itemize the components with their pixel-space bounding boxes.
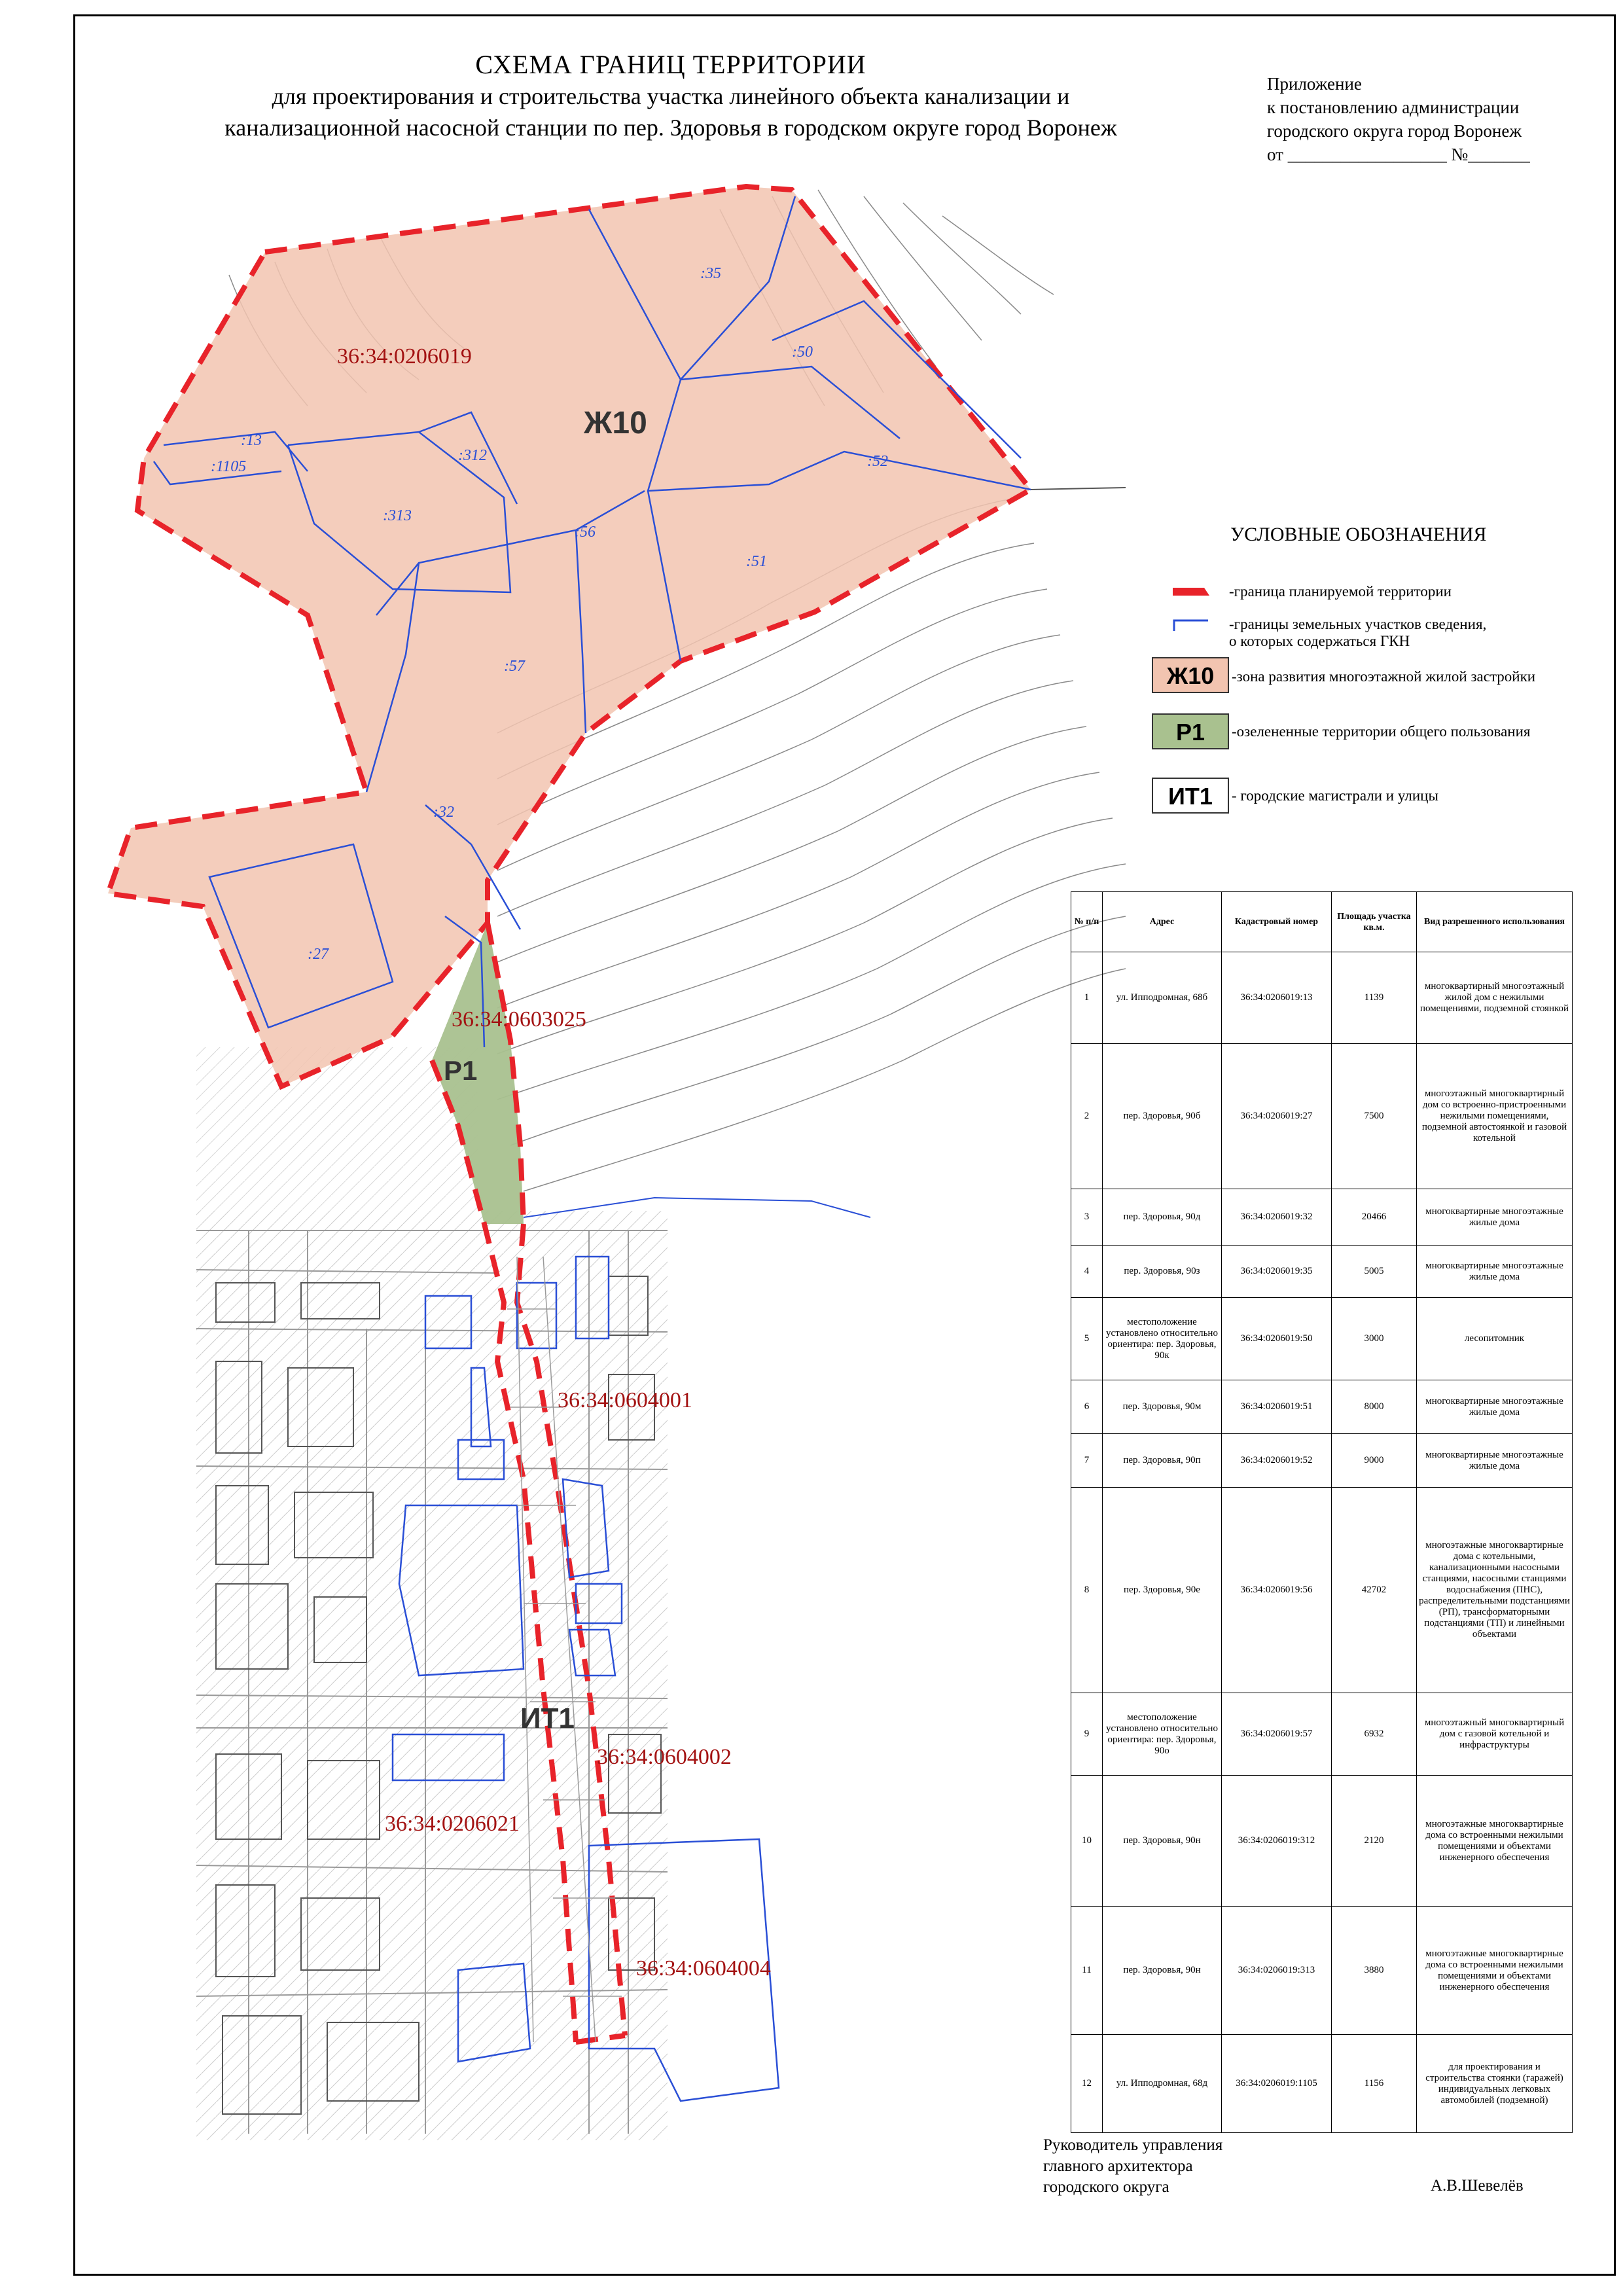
table-header-row — [1071, 892, 1573, 952]
plot-label-56: :56 — [575, 524, 596, 541]
cell-permitted-use: многоэтажные многоквартирные дома со встроенными нежилыми помещениями и объектами инженерного обеспечения — [1417, 1907, 1573, 2035]
cell-area: 8000 — [1332, 1380, 1417, 1434]
cell-number: 5 — [1071, 1298, 1103, 1380]
appendix-line-2: к постановлению администрации — [1267, 98, 1520, 117]
cell-address: пер. Здоровья, 90б — [1103, 1044, 1222, 1189]
legend-label-parcel-line1: -границы земельных участков сведения, — [1229, 616, 1487, 632]
cell-cadastral-number: 36:34:0206019:1105 — [1222, 2035, 1332, 2133]
line-to-edge — [1031, 488, 1126, 490]
cell-permitted-use: для проектирования и строительства стоянки (гаражей) индивидуальных легковых автомобилей (подземной) — [1417, 2035, 1573, 2133]
legend-label-r1: -озелененные территории общего пользования — [1232, 723, 1531, 740]
plot-label-50: :50 — [792, 344, 813, 361]
cell-cadastral-number: 36:34:0206019:56 — [1222, 1488, 1332, 1693]
cell-address: пер. Здоровья, 90н — [1103, 1907, 1222, 2035]
table-row — [1071, 952, 1573, 1044]
legend-swatch-zh10: Ж10 — [1152, 657, 1229, 693]
plot-label-1105: :1105 — [211, 458, 247, 475]
title-line-3: канализационной насосной станции по пер. Здоровья в городском округе город Воронеж — [224, 115, 1117, 141]
table-row — [1071, 1434, 1573, 1488]
cell-address: пер. Здоровья, 90е — [1103, 1488, 1222, 1693]
cell-permitted-use: многоэтажные многоквартирные дома с котельными, канализационными насосными станциями, насосными станциями водоснабжения (ПНС), распределительными подстанциями (РП), трансформаторными подстанциями (ТП) и линейными объектами — [1417, 1488, 1573, 1693]
header-number: № п/п — [1071, 892, 1103, 952]
cell-number: 1 — [1071, 952, 1103, 1044]
header-permitted-use: Вид разрешенного использования — [1417, 892, 1573, 952]
blue-parcel-icon — [1171, 617, 1211, 634]
cell-cadastral-number: 36:34:0206019:57 — [1222, 1693, 1332, 1776]
cell-address: ул. Ипподромная, 68д — [1103, 2035, 1222, 2133]
cell-number: 7 — [1071, 1434, 1103, 1488]
plot-label-13: :13 — [241, 432, 262, 449]
appendix-line-3: городского округа город Воронеж — [1267, 121, 1522, 141]
plot-label-32: :32 — [433, 804, 454, 821]
cad-quarter-0604004: 36:34:0604004 — [636, 1956, 771, 1981]
table-row — [1071, 1488, 1573, 1693]
table-row — [1071, 1246, 1573, 1298]
title-line-2: для проектирования и строительства участка линейного объекта канализации и — [272, 83, 1070, 109]
table-row — [1071, 1044, 1573, 1189]
plot-label-52: :52 — [867, 453, 888, 470]
cell-cadastral-number: 36:34:0206019:35 — [1222, 1246, 1332, 1298]
cell-number: 4 — [1071, 1246, 1103, 1298]
cell-address: пер. Здоровья, 90д — [1103, 1189, 1222, 1246]
legend-item-parcel-boundary — [1152, 615, 1584, 655]
cell-cadastral-number: 36:34:0206019:13 — [1222, 952, 1332, 1044]
cell-number: 6 — [1071, 1380, 1103, 1434]
table-row — [1071, 1693, 1573, 1776]
cell-cadastral-number: 36:34:0206019:312 — [1222, 1776, 1332, 1907]
cell-number: 9 — [1071, 1693, 1103, 1776]
cell-address: пер. Здоровья, 90н — [1103, 1776, 1222, 1907]
cell-number: 11 — [1071, 1907, 1103, 2035]
red-boundary-icon — [1171, 584, 1211, 598]
zone-zh10-area — [108, 187, 1031, 1086]
cell-number: 10 — [1071, 1776, 1103, 1907]
plot-label-51: :51 — [746, 553, 767, 570]
cell-address: пер. Здоровья, 90п — [1103, 1434, 1222, 1488]
legend-swatch-it1: ИТ1 — [1152, 778, 1229, 814]
legend-item-planned-boundary — [1152, 581, 1584, 620]
plot-label-312: :312 — [458, 447, 487, 464]
cell-number: 8 — [1071, 1488, 1103, 1693]
table-row — [1071, 1907, 1573, 2035]
signatory-name: А.В.Шевелёв — [1431, 2177, 1524, 2195]
legend-item-it1 — [1152, 778, 1584, 817]
cell-permitted-use: многоквартирные многоэтажные жилые дома — [1417, 1189, 1573, 1246]
cell-address: пер. Здоровья, 90м — [1103, 1380, 1222, 1434]
cell-cadastral-number: 36:34:0206019:313 — [1222, 1907, 1332, 2035]
plot-label-313: :313 — [383, 507, 412, 524]
urban-base-layer — [196, 1047, 668, 2140]
cell-permitted-use: многоквартирные многоэтажные жилые дома — [1417, 1380, 1573, 1434]
cell-area: 42702 — [1332, 1488, 1417, 1693]
plot-label-27: :27 — [308, 946, 329, 963]
cell-cadastral-number: 36:34:0206019:27 — [1222, 1044, 1332, 1189]
legend-swatch-r1: Р1 — [1152, 713, 1229, 749]
signature-line-1: Руководитель управления — [1043, 2136, 1223, 2154]
signature-line-3: городского округа — [1043, 2178, 1169, 2196]
cell-cadastral-number: 36:34:0206019:50 — [1222, 1298, 1332, 1380]
plot-label-35: :35 — [700, 265, 721, 282]
header-address: Адрес — [1103, 892, 1222, 952]
cell-area: 2120 — [1332, 1776, 1417, 1907]
cell-permitted-use: многоэтажный многоквартирный дом с газовой котельной и инфраструктуры — [1417, 1693, 1573, 1776]
cell-number: 3 — [1071, 1189, 1103, 1246]
cell-address: пер. Здоровья, 90з — [1103, 1246, 1222, 1298]
signature-block — [1043, 2135, 1222, 2198]
cell-permitted-use: многоквартирные многоэтажные жилые дома — [1417, 1434, 1573, 1488]
cell-area: 5005 — [1332, 1246, 1417, 1298]
appendix-line-4: от __________________ №_______ — [1267, 145, 1530, 164]
cell-address: местоположение установлено относительно ориентира: пер. Здоровья, 90о — [1103, 1693, 1222, 1776]
cell-area: 1156 — [1332, 2035, 1417, 2133]
cell-number: 2 — [1071, 1044, 1103, 1189]
zone-label-r1: Р1 — [444, 1055, 478, 1086]
cad-quarter-0603025: 36:34:0603025 — [452, 1007, 586, 1031]
cell-number: 12 — [1071, 2035, 1103, 2133]
header-area: Площадь участка кв.м. — [1332, 892, 1417, 952]
cell-cadastral-number: 36:34:0206019:32 — [1222, 1189, 1332, 1246]
cell-permitted-use: многоэтажный многоквартирный дом со встроенно-пристроенными нежилыми помещениями, подземной автостоянкой и газовой котельной — [1417, 1044, 1573, 1189]
cad-quarter-0206019: 36:34:0206019 — [337, 344, 472, 368]
cell-area: 3880 — [1332, 1907, 1417, 2035]
cell-address: ул. Ипподромная, 68б — [1103, 952, 1222, 1044]
parcel-table — [1071, 891, 1573, 2133]
legend-label-zh10: -зона развития многоэтажной жилой застройки — [1232, 668, 1536, 685]
legend-label-parcel-line2: о которых содержаться ГКН — [1229, 633, 1410, 649]
cell-area: 20466 — [1332, 1189, 1417, 1246]
cell-area: 1139 — [1332, 952, 1417, 1044]
legend-title: УСЛОВНЫЕ ОБОЗНАЧЕНИЯ — [1230, 524, 1487, 545]
cell-cadastral-number: 36:34:0206019:52 — [1222, 1434, 1332, 1488]
cell-address: местоположение установлено относительно ориентира: пер. Здоровья, 90к — [1103, 1298, 1222, 1380]
cell-permitted-use: многоэтажные многоквартирные дома со встроенными нежилыми помещениями и объектами инженерного обеспечения — [1417, 1776, 1573, 1907]
table-row — [1071, 1189, 1573, 1246]
cell-cadastral-number: 36:34:0206019:51 — [1222, 1380, 1332, 1434]
cell-permitted-use: многоквартирный многоэтажный жилой дом с нежилыми помещениями, подземной стоянкой — [1417, 952, 1573, 1044]
cad-quarter-0604002: 36:34:0604002 — [597, 1745, 732, 1769]
cell-area: 6932 — [1332, 1693, 1417, 1776]
header-cadastral-number: Кадастровый номер — [1222, 892, 1332, 952]
table-row — [1071, 2035, 1573, 2133]
plot-label-57: :57 — [504, 658, 525, 675]
legend-label-planned-boundary: -граница планируемой территории — [1229, 583, 1452, 600]
cell-permitted-use: лесопитомник — [1417, 1298, 1573, 1380]
legend-item-zh10 — [1152, 655, 1584, 694]
title-line-1: СХЕМА ГРАНИЦ ТЕРРИТОРИИ — [475, 50, 866, 79]
cad-quarter-0206021: 36:34:0206021 — [385, 1812, 520, 1836]
cell-permitted-use: многоквартирные многоэтажные жилые дома — [1417, 1246, 1573, 1298]
signature-line-2: главного архитектора — [1043, 2157, 1193, 2175]
cell-area: 7500 — [1332, 1044, 1417, 1189]
appendix-line-1: Приложение — [1267, 74, 1362, 94]
table-row — [1071, 1380, 1573, 1434]
zone-label-zh10: Ж10 — [584, 406, 647, 440]
table-row — [1071, 1776, 1573, 1907]
legend-item-r1 — [1152, 713, 1584, 753]
table-row — [1071, 1298, 1573, 1380]
zone-label-it1: ИТ1 — [520, 1702, 575, 1734]
cell-area: 3000 — [1332, 1298, 1417, 1380]
cell-area: 9000 — [1332, 1434, 1417, 1488]
cad-quarter-0604001: 36:34:0604001 — [558, 1388, 692, 1412]
legend-label-it1: - городские магистрали и улицы — [1232, 787, 1438, 804]
